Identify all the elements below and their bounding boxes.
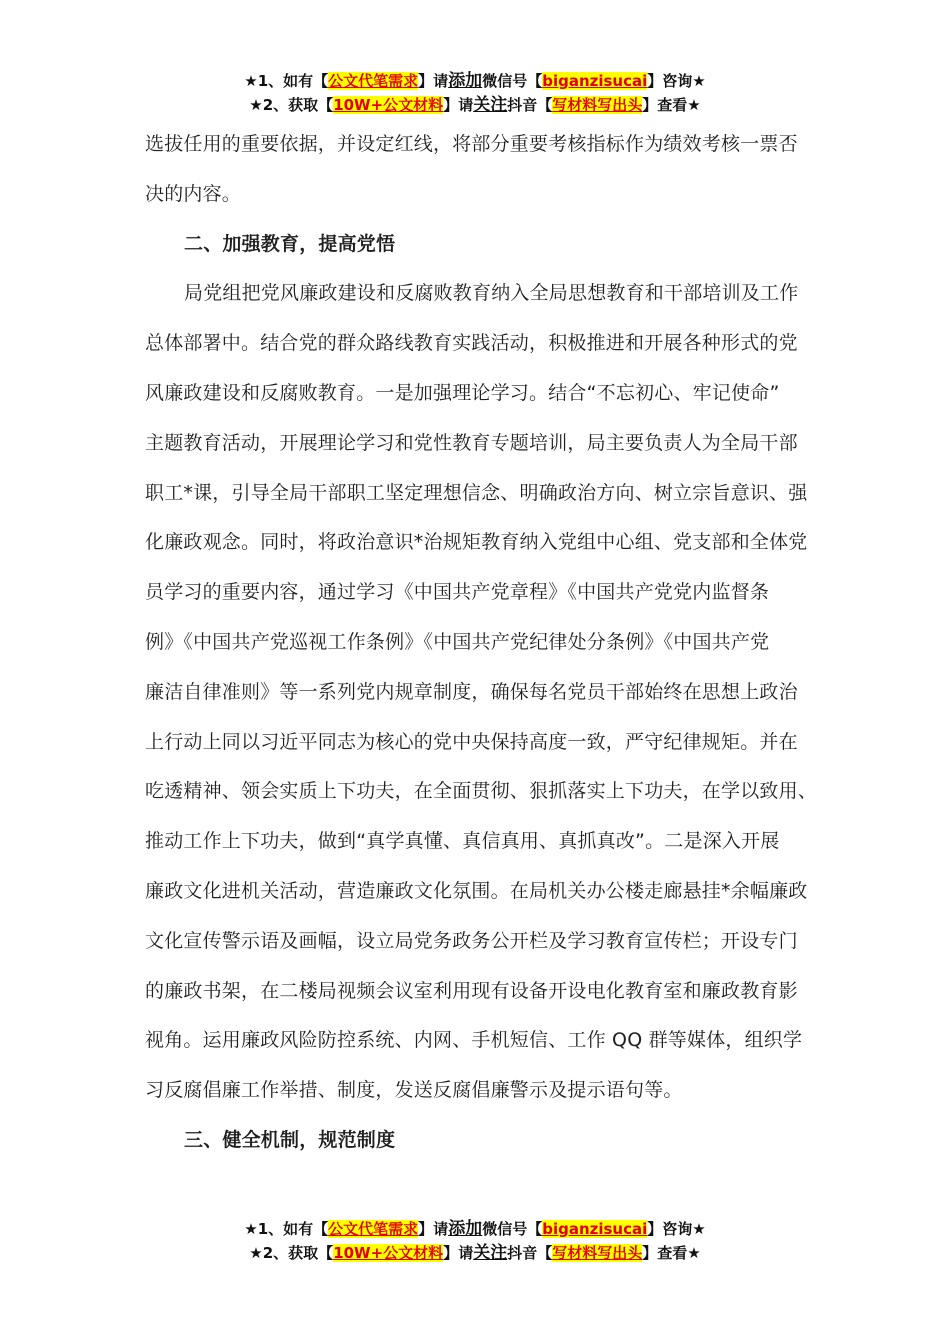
banner-line-1: ★1、如有【公文代笔需求】请添加微信号【biganzisucai】咨询★ [244, 1219, 706, 1239]
banner-highlight: biganzisucai [542, 1220, 648, 1238]
banner-highlight: 写材料写出头 [552, 1244, 643, 1262]
body-line: 习反腐倡廉工作举措、制度，发送反腐倡廉警示及提示语句等。 [145, 1079, 683, 1102]
body-line: 选拔任用的重要依据，并设定红线，将部分重要考核指标作为绩效考核一票否 [145, 133, 798, 155]
banner-highlight: 公文代笔需求 [328, 72, 419, 90]
banner-highlight: 公文代笔需求 [328, 1220, 419, 1238]
body-line: 上行动上同以习近平同志为核心的党中央保持高度一致，严守纪律规矩。并在 [145, 730, 798, 753]
body-line: 风廉政建设和反腐败教育。一是加强理论学习。结合“不忘初心、牢记使命” [145, 381, 780, 404]
body-line: 文化宣传警示语及画幅，设立局党务政务公开栏及学习教育宣传栏；开设专门 [145, 929, 798, 952]
document-body [145, 120, 825, 1166]
section-heading: 三、健全机制，规范制度 [184, 1128, 396, 1151]
banner-line-1: ★1、如有【公文代笔需求】请添加微信号【biganzisucai】咨询★ [244, 71, 706, 91]
banner-line-2: ★2、获取【10W+公文材料】请关注抖音【写材料写出头】查看★ [249, 95, 701, 115]
body-line: 吃透精神、领会实质上下功夫，在全面贯彻、狠抓落实上下功夫，在学以致用、 [145, 780, 818, 803]
body-line: 局党组把党风廉政建设和反腐败教育纳入全局思想教育和干部培训及工作 [184, 282, 799, 305]
header-banner [0, 69, 950, 117]
body-line: 员学习的重要内容，通过学习《中国共产党章程》《中国共产党党内监督条 [145, 581, 770, 604]
body-line: 职工*课，引导全局干部职工坚定理想信念、明确政治方向、树立宗旨意识、强 [145, 481, 808, 504]
banner-highlight: biganzisucai [542, 72, 648, 90]
body-line: 廉洁自律准则》等一系列党内规章制度，确保每名党员干部始终在思想上政治 [145, 680, 798, 703]
body-line: 总体部署中。结合党的群众路线教育实践活动，积极推进和开展各种形式的党 [145, 332, 798, 355]
banner-highlight: 写材料写出头 [552, 96, 643, 114]
banner-highlight: 10W+公文材料 [333, 96, 444, 114]
body-line: 例》《中国共产党巡视工作条例》《中国共产党纪律处分条例》《中国共产党 [145, 630, 770, 653]
body-line: 化廉政观念。同时，将政治意识*治规矩教育纳入党组中心组、党支部和全体党 [145, 531, 808, 554]
body-line: 推动工作上下功夫，做到“真学真懂、真信真用、真抓真改”。二是深入开展 [145, 830, 780, 853]
body-line: 的廉政书架，在二楼局视频会议室利用现有设备开设电化教育室和廉政教育影 [145, 979, 798, 1002]
body-line: 决的内容。 [145, 182, 242, 205]
section-heading: 二、加强教育，提高党悟 [184, 232, 396, 255]
body-line: 视角。运用廉政风险防控系统、内网、手机短信、工作 QQ 群等媒体，组织学 [145, 1029, 803, 1052]
footer-banner [0, 1217, 950, 1265]
body-line: 主题教育活动，开展理论学习和党性教育专题培训，局主要负责人为全局干部 [145, 431, 798, 454]
banner-highlight: 10W+公文材料 [333, 1244, 444, 1262]
banner-line-2: ★2、获取【10W+公文材料】请关注抖音【写材料写出头】查看★ [249, 1243, 701, 1263]
body-line: 廉政文化进机关活动，营造廉政文化氛围。在局机关办公楼走廊悬挂*余幅廉政 [145, 879, 808, 902]
